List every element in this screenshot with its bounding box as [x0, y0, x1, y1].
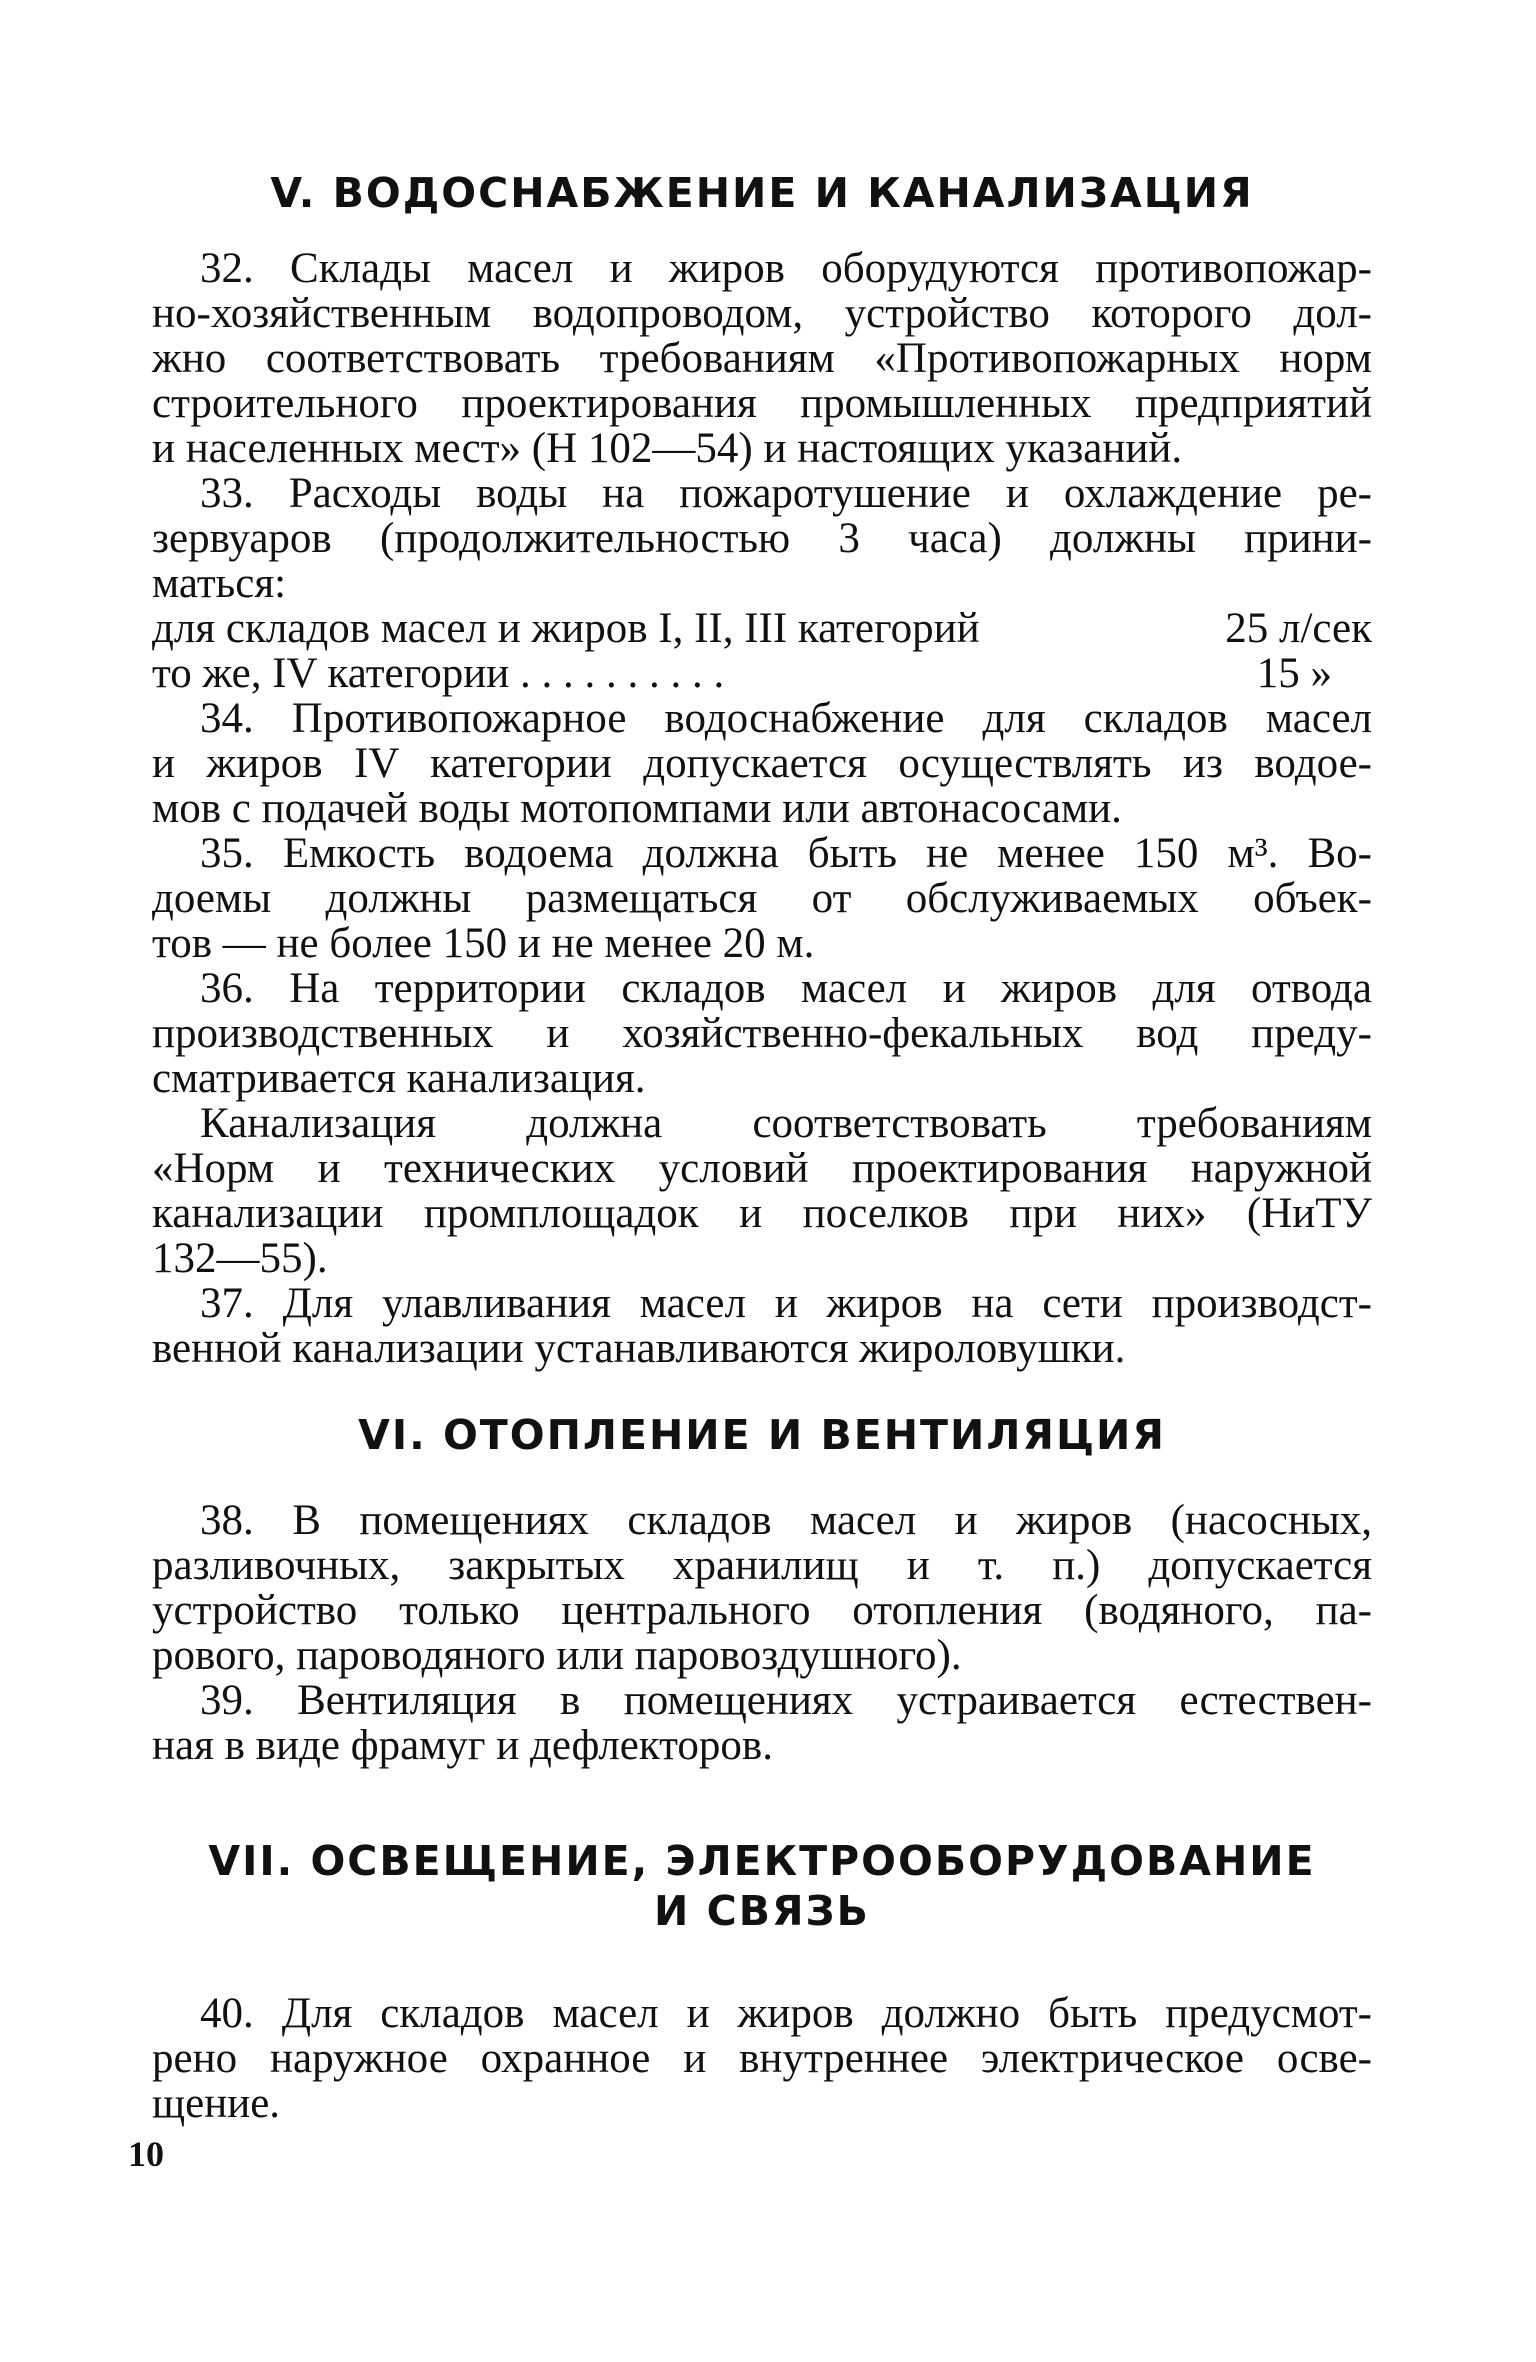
text-line: 35. Емкость водоема должна быть не менее 150 м³. Во-: [200, 830, 1372, 877]
paragraph-39: [152, 1678, 1372, 1768]
text-line: маться:: [152, 560, 287, 607]
text-line: но-хозяйственным водопроводом, устройство которого дол-: [152, 290, 1372, 337]
heading-line: VII. ОСВЕЩЕНИЕ, ЭЛЕКТРООБОРУДОВАНИЕ: [208, 1837, 1316, 1885]
paragraph-35: [152, 831, 1372, 966]
paragraph-33: [152, 471, 1372, 606]
rate-value: 15 »: [1256, 650, 1332, 697]
text-line: 34. Противопожарное водоснабжение для складов масел: [200, 695, 1372, 742]
text-line: Канализация должна соответствовать требованиям: [200, 1100, 1372, 1147]
rate-label: для складов масел и жиров I, II, III категорий: [152, 605, 980, 652]
text-line: 38. В помещениях складов масел и жиров (насосных,: [200, 1497, 1372, 1544]
text-line: «Норм и технических условий проектирования наружной: [152, 1145, 1372, 1192]
paragraph-38: [152, 1498, 1372, 1678]
text-line: 39. Вентиляция в помещениях устраивается естествен-: [200, 1677, 1372, 1724]
text-line: устройство только центрального отопления (водяного, па-: [152, 1587, 1372, 1634]
text-line: строительного проектирования промышленных предприятий: [152, 380, 1372, 427]
text-line: тов — не более 150 и не менее 20 м.: [152, 920, 815, 967]
text-line: ная в виде фрамуг и дефлекторов.: [152, 1722, 773, 1769]
paragraph-36: [152, 966, 1372, 1101]
text-line: и жиров IV категории допускается осуществлять из водое-: [152, 740, 1372, 787]
text-line: 40. Для складов масел и жиров должно быть предусмот-: [200, 1990, 1372, 2037]
text-line: канализации промплощадок и поселков при них» (НиТУ: [152, 1190, 1372, 1237]
water-rates-list: [152, 606, 1372, 696]
rate-row-category-4: [152, 651, 1372, 696]
text-line: производственных и хозяйственно-фекальных вод преду-: [152, 1010, 1372, 1057]
paragraph-36-sewerage: [152, 1101, 1372, 1281]
paragraph-40: [152, 1991, 1372, 2126]
paragraph-32: [152, 246, 1372, 471]
text-line: мов с подачей воды мотопомпами или автонасосами.: [152, 785, 1122, 832]
section-heading-water-supply: V. ВОДОСНАБЖЕНИЕ И КАНАЛИЗАЦИЯ: [270, 169, 1254, 217]
rate-label: то же, IV категории . . . . . . . . . .: [152, 650, 725, 697]
rate-row-categories-1-3: [152, 606, 1372, 651]
text-line: и населенных мест» (Н 102—54) и настоящих указаний.: [152, 425, 1183, 472]
text-line: сматривается канализация.: [152, 1055, 646, 1102]
text-line: разливочных, закрытых хранилищ и т. п.) допускается: [152, 1542, 1372, 1589]
text-line: доемы должны размещаться от обслуживаемых объек-: [152, 875, 1372, 922]
text-line: 36. На территории складов масел и жиров для отвода: [200, 965, 1372, 1012]
text-line: 37. Для улавливания масел и жиров на сети производст-: [200, 1280, 1372, 1327]
paragraph-37: [152, 1281, 1372, 1371]
page-number: 10: [128, 2134, 164, 2174]
text-line: рового, пароводяного или паровоздушного).: [152, 1632, 962, 1679]
text-line: рено наружное охранное и внутреннее электрическое осве-: [152, 2035, 1372, 2082]
text-line: жно соответствовать требованиям «Противопожарных норм: [152, 335, 1372, 382]
text-line: 132—55).: [152, 1235, 328, 1282]
heading-line: И СВЯЗЬ: [654, 1887, 870, 1935]
text-line: 32. Склады масел и жиров оборудуются противопожар-: [200, 245, 1372, 292]
text-line: щение.: [152, 2080, 281, 2127]
text-line: венной канализации устанавливаются жироловушки.: [152, 1325, 1126, 1372]
section-heading-lighting: [152, 1836, 1372, 1936]
section-heading-heating: VI. ОТОПЛЕНИЕ И ВЕНТИЛЯЦИЯ: [358, 1411, 1166, 1459]
rate-value: 25 л/сек: [1225, 605, 1372, 652]
text-line: 33. Расходы воды на пожаротушение и охлаждение ре-: [200, 470, 1372, 517]
paragraph-34: [152, 696, 1372, 831]
text-line: зервуаров (продолжительностью 3 часа) должны прини-: [152, 515, 1372, 562]
